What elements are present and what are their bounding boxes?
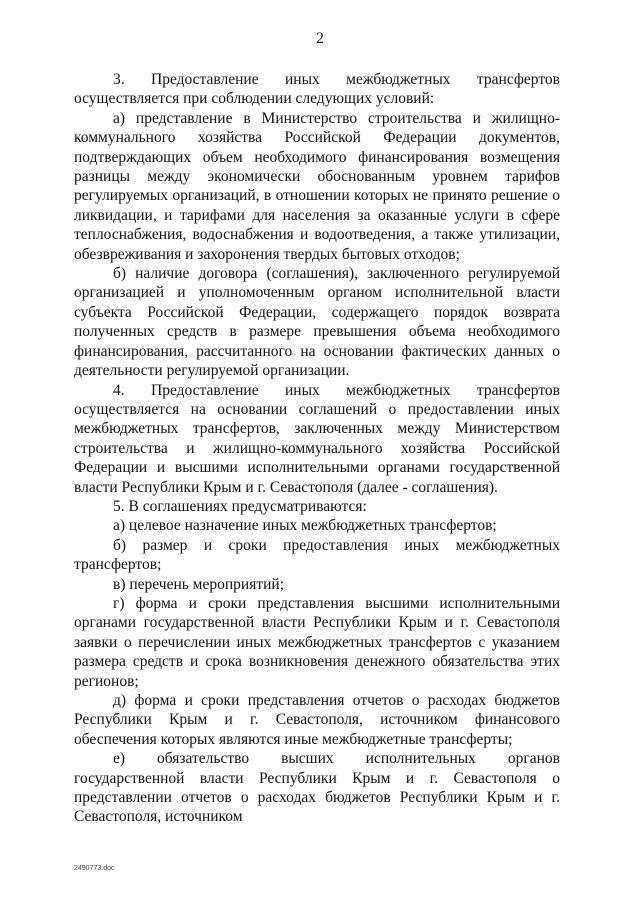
paragraph-3a: а) представление в Министерство строительства и жилищно-коммунального хозяйства Российской Федерации документов, подтверждающих объем необходимого финансирования возмещения разницы между экономически обоснованным уровнем тарифов регулируемых организаций, в отношении которых не принято решение о ликвидации, и тарифами для населения за оказанные услуги в сфере теплоснабжения, водоснабжения и водоотведения, а также утилизации, обезвреживания и захоронения твердых бытовых отходов;	[74, 109, 560, 263]
footer-file-code: 2490773.doc	[74, 865, 115, 872]
paragraph-5: 5. В соглашениях предусматриваются:	[113, 497, 367, 515]
paragraph-5g: г) форма и сроки представления высшими исполнительными органами государственной власти Республики Крым и г. Севастополя заявки о перечислении иных межбюджетных трансфертов с указанием размера средств и срока возникновения денежного обязательства этих регионов;	[74, 594, 560, 690]
paragraph-3b: б) наличие договора (соглашения), заключенного регулируемой организацией и уполномоченным органом исполнительной власти субъекта Российской Федерации, содержащего порядок возврата полученных средств в размере превышения объема необходимого финансирования, рассчитанного на основании фактических данных о деятельности регулируемой организации.	[74, 265, 560, 380]
paragraph-3: 3. Предоставление иных межбюджетных трансфертов осуществляется при соблюдении следующих условий:	[74, 71, 560, 108]
paragraph-5a: а) целевое назначение иных межбюджетных трансфертов;	[113, 517, 497, 535]
paragraph-5v: в) перечень мероприятий;	[113, 575, 285, 593]
paragraph-4: 4. Предоставление иных межбюджетных трансфертов осуществляется на основании соглашений о предоставлении иных межбюджетных трансфертов, заключенных между Министерством строительства и жилищно-коммунального хозяйства Российской Федерации и высшими исполнительными органами государственной власти Республики Крым и г. Севастополя (далее - соглашения).	[74, 381, 560, 496]
paragraph-5d: д) форма и сроки представления отчетов о расходах бюджетов Республики Крым и г. Севастополя, источником финансового обеспечения которых являются иные межбюджетные трансферты;	[74, 692, 560, 748]
document-body	[74, 70, 560, 827]
page-number: 2	[316, 30, 324, 47]
paragraph-5b: б) размер и сроки предоставления иных межбюджетных трансфертов;	[74, 536, 560, 574]
paragraph-5e: е) обязательство высших исполнительных органов государственной власти Республики Крым и г. Севастополя о представлении отчетов о расходах бюджетов Республики Крым и г. Севастополя, источником	[74, 750, 560, 826]
